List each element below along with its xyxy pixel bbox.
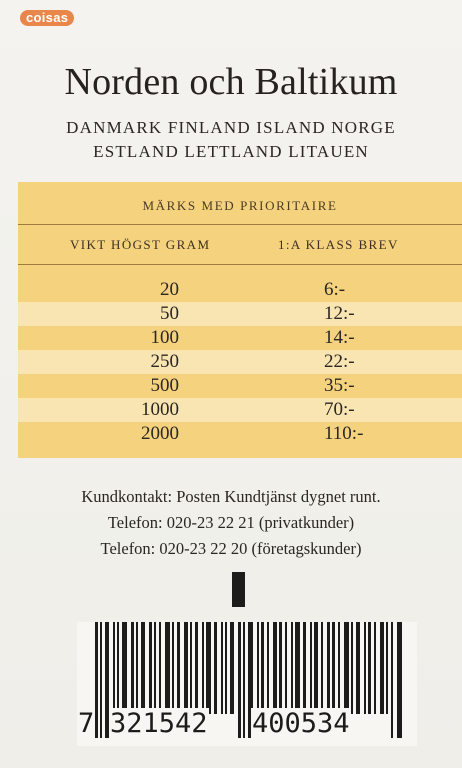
price-cell: 12:-: [324, 303, 355, 324]
barcode-bar: [279, 622, 282, 714]
price-cell: 35:-: [324, 375, 355, 396]
barcode-bar: [314, 622, 318, 714]
barcode-bar: [310, 622, 312, 714]
barcode-bar: [303, 622, 306, 714]
table-heading: MÄRKS MED PRIORITAIRE: [142, 198, 338, 213]
barcode-bar: [136, 622, 138, 714]
price-cell: 22:-: [324, 351, 355, 372]
column-header-price: 1:A KLASS BREV: [278, 237, 399, 252]
column-header-weight: VIKT HÖGST GRAM: [70, 237, 211, 252]
barcode-bar: [184, 622, 188, 714]
barcode-bar: [131, 622, 134, 714]
table-row: [18, 326, 462, 350]
weight-cell: 50: [160, 303, 179, 324]
table-divider: [18, 264, 462, 265]
phone-business: Telefon: 020-23 22 20 (företagskunder): [100, 539, 362, 558]
postage-rate-table: [18, 182, 462, 458]
table-row: [18, 278, 462, 302]
price-cell: 14:-: [324, 327, 355, 348]
barcode-bar: [172, 622, 174, 714]
weight-cell: 2000: [141, 423, 179, 444]
barcode-digits: [77, 708, 417, 746]
barcode-bar: [202, 622, 204, 714]
barcode-bar: [206, 622, 211, 714]
weight-cell: 1000: [141, 399, 179, 420]
barcode-bar: [386, 622, 388, 714]
barcode-bar: [356, 622, 360, 714]
table-row: [18, 350, 462, 374]
barcode-bar: [221, 622, 223, 714]
barcode-bar: [291, 622, 293, 714]
barcode-bar: [295, 622, 300, 714]
barcode-bar: [230, 622, 234, 714]
table-row: [18, 374, 462, 398]
weight-cell: 250: [150, 351, 179, 372]
registration-mark: [232, 572, 245, 607]
barcode-left-group: 321542: [110, 708, 208, 739]
barcode-bar: [122, 622, 127, 714]
barcode-bar: [117, 622, 119, 714]
price-cell: 6:-: [324, 279, 346, 300]
barcode-bar: [159, 622, 161, 714]
barcode-right-group: 400534: [252, 708, 350, 739]
contact-line: Kundkontakt: Posten Kundtjänst dygnet runt.: [81, 487, 381, 506]
weight-cell: 20: [160, 279, 179, 300]
barcode-bar: [374, 622, 376, 714]
barcode-bar: [261, 622, 264, 714]
price-cell: 70:-: [324, 399, 355, 420]
barcode-bar: [177, 622, 180, 714]
table-row: [18, 302, 462, 326]
barcode-bar: [380, 622, 384, 714]
barcode-bar: [332, 622, 335, 714]
table-row: [18, 422, 462, 446]
barcode-bar: [364, 622, 366, 714]
barcode-bar: [154, 622, 156, 714]
phone-private: Telefon: 020-23 22 21 (privatkunder): [107, 513, 355, 532]
barcode-bar: [321, 622, 323, 714]
table-divider: [18, 224, 462, 225]
barcode-bar: [165, 622, 170, 714]
barcode-bar: [338, 622, 340, 714]
barcode-bar: [285, 622, 287, 714]
price-cell: 110:-: [324, 423, 364, 444]
barcode-bar: [273, 622, 277, 714]
watermark-logo: coisas: [20, 10, 74, 26]
countries-line-1: DANMARK FINLAND ISLAND NORGE: [66, 118, 396, 137]
barcode-bar: [149, 622, 152, 714]
weight-cell: 100: [150, 327, 179, 348]
barcode: [77, 622, 417, 746]
barcode-bar: [267, 622, 269, 714]
barcode-bar: [327, 622, 330, 714]
page-title: Norden och Baltikum: [64, 61, 398, 103]
barcode-bar: [257, 622, 259, 714]
barcode-first-digit: 7: [78, 708, 95, 739]
barcode-bar: [351, 622, 353, 714]
weight-cell: 500: [150, 375, 179, 396]
barcode-bar: [344, 622, 349, 714]
barcode-bar: [368, 622, 371, 714]
barcode-bar: [141, 622, 145, 714]
barcode-bar: [113, 622, 115, 714]
table-body: [18, 278, 462, 446]
table-row: [18, 398, 462, 422]
barcode-bar: [225, 622, 227, 714]
barcode-bar: [214, 622, 217, 714]
barcode-bar: [190, 622, 192, 714]
barcode-bar: [195, 622, 198, 714]
countries-line-2: ESTLAND LETTLAND LITAUEN: [93, 142, 369, 161]
